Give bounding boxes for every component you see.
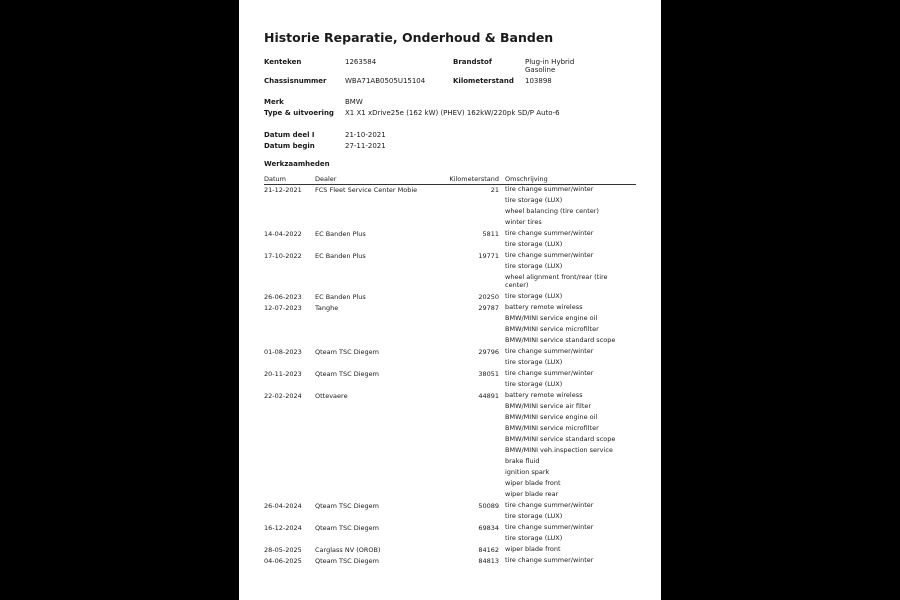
row-omschrijving (505, 523, 633, 545)
omschrijving-item: BMW/MINI service standard scope (505, 435, 616, 443)
merk-label: Merk (264, 98, 284, 106)
document-title: Historie Reparatie, Onderhoud & Banden (264, 30, 554, 45)
omschrijving-item: wiper blade front (505, 545, 561, 553)
row-omschrijving (505, 185, 633, 229)
table-row (264, 391, 636, 501)
row-omschrijving (505, 229, 633, 251)
omschrijving-item: wheel balancing (tire center) (505, 207, 599, 215)
omschrijving-item: battery remote wireless (505, 303, 583, 311)
omschrijving-item: battery remote wireless (505, 391, 583, 399)
row-date: 20-11-2023 (264, 370, 302, 378)
row-date: 28-05-2025 (264, 546, 302, 554)
omschrijving-item: BMW/MINI service microfilter (505, 424, 599, 432)
kenteken-label: Kenteken (264, 58, 302, 66)
row-kilometerstand: 50089 (478, 502, 499, 510)
row-dealer: Qteam TSC Diegem (315, 557, 380, 565)
row-kilometerstand: 5811 (482, 230, 499, 238)
omschrijving-item: wheel alignment front/rear (tire center) (505, 273, 608, 289)
omschrijving-item: winter tires (505, 218, 542, 226)
row-dealer: EC Banden Plus (315, 252, 366, 260)
omschrijving-item: tire change summer/winter (505, 229, 594, 237)
row-kilometerstand: 38051 (478, 370, 499, 378)
omschrijving-item: tire storage (LUX) (505, 292, 563, 300)
omschrijving-item: wiper blade rear (505, 490, 559, 498)
brandstof-value-1: Plug-in Hybrid (525, 58, 575, 66)
row-omschrijving (505, 391, 633, 501)
row-omschrijving (505, 292, 633, 303)
datum-deel-value: 21-10-2021 (345, 131, 386, 139)
row-kilometerstand: 84162 (478, 546, 499, 554)
row-dealer: EC Banden Plus (315, 230, 366, 238)
row-kilometerstand: 20250 (478, 293, 499, 301)
chassis-label: Chassisnummer (264, 77, 327, 85)
header-kilometerstand: Kilometerstand (449, 175, 499, 183)
omschrijving-item: tire storage (LUX) (505, 512, 563, 520)
omschrijving-item: tire change summer/winter (505, 369, 594, 377)
row-date: 04-06-2025 (264, 557, 302, 565)
row-kilometerstand: 84813 (478, 557, 499, 565)
row-omschrijving (505, 501, 633, 523)
row-date: 16-12-2024 (264, 524, 302, 532)
row-kilometerstand: 44891 (478, 392, 499, 400)
omschrijving-item: BMW/MINI service standard scope (505, 336, 616, 344)
row-dealer: FCS Fleet Service Center Mobie (315, 186, 418, 194)
omschrijving-item: tire storage (LUX) (505, 196, 563, 204)
table-row (264, 303, 636, 347)
row-date: 26-04-2024 (264, 502, 302, 510)
table-row (264, 523, 636, 545)
document-page (239, 0, 661, 600)
header-omschrijving: Omschrijving (505, 175, 548, 183)
omschrijving-item: ignition spark (505, 468, 550, 476)
row-omschrijving (505, 545, 633, 556)
type-label: Type & uitvoering (264, 109, 334, 117)
table-row (264, 545, 636, 556)
omschrijving-item: BMW/MINI service engine oil (505, 314, 598, 322)
table-row (264, 369, 636, 391)
omschrijving-item: tire storage (LUX) (505, 240, 563, 248)
table-row (264, 229, 636, 251)
omschrijving-item: tire storage (LUX) (505, 534, 563, 542)
omschrijving-item: BMW/MINI service engine oil (505, 413, 598, 421)
row-date: 17-10-2022 (264, 252, 302, 260)
row-dealer: Carglass NV (OROB) (315, 546, 381, 554)
row-dealer: Qteam TSC Diegem (315, 348, 380, 356)
table-body (264, 185, 636, 567)
omschrijving-item: tire storage (LUX) (505, 262, 563, 270)
row-date: 22-02-2024 (264, 392, 302, 400)
omschrijving-item: tire change summer/winter (505, 501, 594, 509)
chassis-value: WBA71AB0505U15104 (345, 77, 426, 85)
kilometerstand-value: 103898 (525, 77, 552, 85)
werkzaamheden-title: Werkzaamheden (264, 160, 330, 168)
datum-begin-label: Datum begin (264, 142, 315, 150)
row-date: 12-07-2023 (264, 304, 302, 312)
omschrijving-item: tire storage (LUX) (505, 380, 563, 388)
werkzaamheden-table (264, 174, 636, 567)
row-dealer: Qteam TSC Diegem (315, 370, 380, 378)
table-row (264, 501, 636, 523)
header-dealer: Dealer (315, 175, 337, 183)
row-dealer: EC Banden Plus (315, 293, 366, 301)
omschrijving-item: tire change summer/winter (505, 251, 594, 259)
table-row (264, 347, 636, 369)
merk-value: BMW (345, 98, 363, 106)
omschrijving-item: wiper blade front (505, 479, 561, 487)
row-omschrijving (505, 303, 633, 347)
datum-deel-label: Datum deel I (264, 131, 315, 139)
row-kilometerstand: 69834 (478, 524, 499, 532)
row-date: 26-06-2023 (264, 293, 302, 301)
brandstof-value-2: Gasoline (525, 66, 556, 74)
row-date: 14-04-2022 (264, 230, 302, 238)
row-kilometerstand: 21 (490, 186, 499, 194)
brandstof-label: Brandstof (453, 58, 492, 66)
table-header (264, 174, 636, 185)
row-date: 01-08-2023 (264, 348, 302, 356)
row-omschrijving (505, 251, 633, 292)
row-kilometerstand: 29787 (478, 304, 499, 312)
header-datum: Datum (264, 175, 286, 183)
table-row (264, 292, 636, 303)
table-row (264, 251, 636, 292)
row-omschrijving (505, 556, 633, 567)
type-value: X1 X1 xDrive25e (162 kW) (PHEV) 162kW/220pk SD/P Auto-6 (345, 109, 560, 117)
row-omschrijving (505, 369, 633, 391)
row-kilometerstand: 29796 (478, 348, 499, 356)
kenteken-value: 1263584 (345, 58, 377, 66)
omschrijving-item: BMW/MINI service microfilter (505, 325, 599, 333)
row-dealer: Tanghe (315, 304, 339, 312)
omschrijving-item: brake fluid (505, 457, 540, 465)
kilometerstand-label: Kilometerstand (453, 77, 514, 85)
omschrijving-item: BMW/MINI service air filter (505, 402, 592, 410)
table-row (264, 185, 636, 229)
omschrijving-item: tire change summer/winter (505, 556, 594, 564)
row-dealer: Qteam TSC Diegem (315, 502, 380, 510)
omschrijving-item: tire change summer/winter (505, 523, 594, 531)
row-dealer: Qteam TSC Diegem (315, 524, 380, 532)
omschrijving-item: tire change summer/winter (505, 185, 594, 193)
datum-begin-value: 27-11-2021 (345, 142, 386, 150)
row-date: 21-12-2021 (264, 186, 302, 194)
omschrijving-item: tire storage (LUX) (505, 358, 563, 366)
omschrijving-item: tire change summer/winter (505, 347, 594, 355)
row-dealer: Ottevaere (315, 392, 348, 400)
omschrijving-item: BMW/MINI veh.inspection service (505, 446, 613, 454)
row-omschrijving (505, 347, 633, 369)
row-kilometerstand: 19771 (478, 252, 499, 260)
table-row (264, 556, 636, 567)
